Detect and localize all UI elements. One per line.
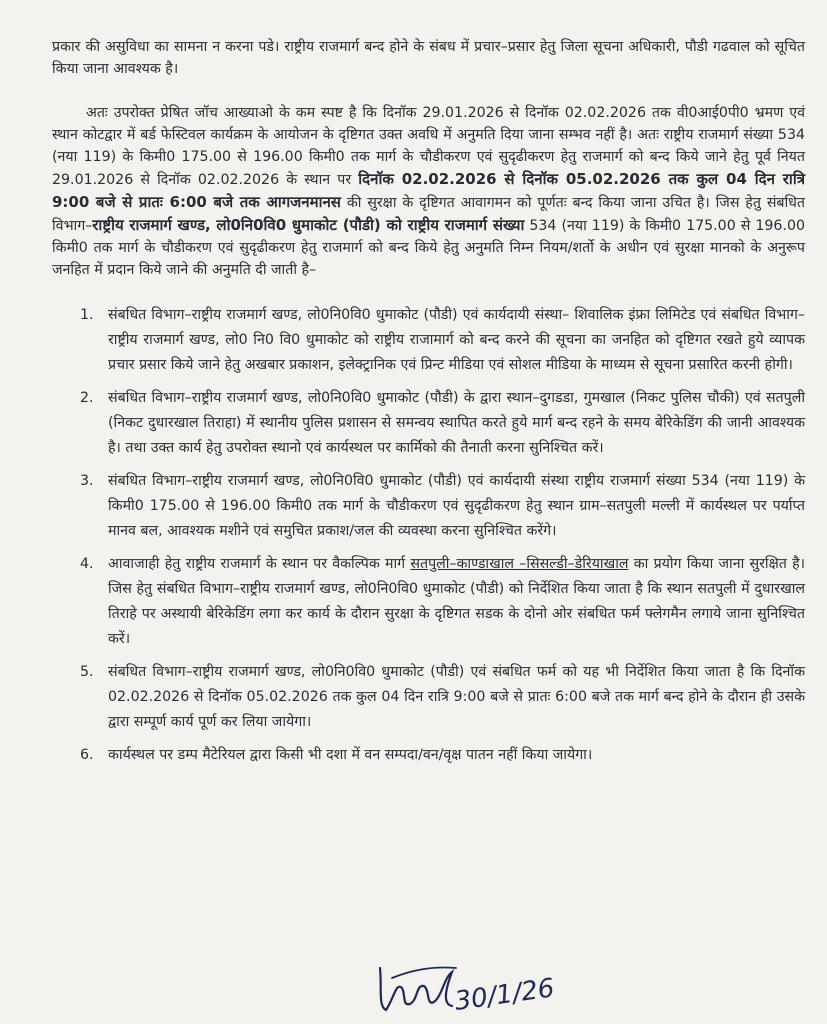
item-text-pre: आवाजाही हेतु राष्ट्रीय राजमार्ग के स्थान पर वैकल्पिक मार्ग xyxy=(108,556,411,572)
list-item xyxy=(52,303,805,378)
list-item xyxy=(52,469,805,544)
signature-scrawl xyxy=(372,948,557,1020)
alternate-route: सतपुली–काण्डाखाल –सिसल्डी–डेरियाखाल xyxy=(410,556,629,572)
closure-period-bold: दिनॉक 02.02.2026 से दिनॉक 05.02.2026 तक कुल 04 दिन रात्रि 9:00 बजे से प्रातः 6:00 बजे तक आगजनमानस xyxy=(52,170,805,211)
item-number: 3. xyxy=(80,473,94,489)
order-text-c: की सुरक्षा के दृष्टिगत आवागमन को पूर्णतः बन्द किया जाना उचित है। जिस हेतु संबधित विभाग– xyxy=(52,195,805,234)
order-paragraph xyxy=(52,102,805,281)
item-text: कार्यस्थल पर डम्प मैटेरियल द्वारा किसी भी दशा में वन सम्पदा/वन/वृक्ष पातन नहीं किया जायेगा। xyxy=(108,747,593,763)
item-number: 1. xyxy=(80,307,94,323)
item-text: संबधित विभाग–राष्ट्रीय राजमार्ग खण्ड, लो0नि0वि0 धुमाकोट (पौडी) के द्वारा स्थान–दुगडडा, गुमखाल (निकट पुलिस चौकी) एवं सतपुली (निकट दुधारखाल तिराहा) में स्थानीय पुलिस प्रशासन से समन्वय स्थापित करते हुये मार्ग बन्द रहने के समय बेरिकेडिंग की जानी आवश्यक है। तथा उक्त कार्य हेतु उपरोक्त स्थानो एवं कार्यस्थल पर कार्मिको की तैनाती करना सुनिश्चित करें। xyxy=(108,390,805,456)
item-text: संबधित विभाग–राष्ट्रीय राजमार्ग खण्ड, लो0नि0वि0 धुमाकोट (पौडी) एवं कार्यदायी संस्था– शिवालिक इंफ्रा लिमिटेड एवं संबधित विभाग–राष्ट्रीय राजमार्ग खण्ड, लो0 नि0 वि0 धुमाकोट को राष्ट्रीय राजामार्ग को बन्द करने की सूचना का जनहित को दृष्टिगत रखते हुये व्यापक प्रचार प्रसार किये जाने हेतु अखबार प्रकाशन, इलेक्ट्रानिक एवं प्रिन्ट मीडिया एवं सोशल मीडिया के माध्यम से सूचना प्रसारित करनी होगी। xyxy=(108,307,805,373)
item-text: संबधित विभाग–राष्ट्रीय राजमार्ग खण्ड, लो0नि0वि0 धुमाकोट (पौडी) एवं संबधित फर्म को यह भी निर्देशित किया जाता है कि दिनॉक 02.02.2026 से दिनॉक 05.02.2026 तक कुल 04 दिन रात्रि 9:00 बजे से प्रातः 6:00 बजे तक मार्ग बन्द होने के दौरान ही उसके द्वारा सम्पूर्ण कार्य पूर्ण कर लिया जायेगा। xyxy=(108,664,805,730)
item-text: का प्रयोग किया जाना सुरक्षित है। जिस हेतु संबधित विभाग–राष्ट्रीय राजमार्ग खण्ड, लो0नि0वि0 धुमाकोट (पौडी) को निर्देशित किया जाता है कि स्थान सतपुली में दुधारखाल तिराहे पर अस्थायी बेरिकेडिंग लगा कर कार्य के दौरान सुरक्षा के दृष्टिगत सडक के दोनो ओर संबधित फर्म फ्लेगमैन लगाये जाना सुनिश्चित करें। xyxy=(108,556,805,647)
order-text-e: 534 (नया 119) के किमी0 175.00 से 196.00 किमी0 तक मार्ग के चौडीकरण एवं सुदृढीकरण हेतु राजमार्ग को बन्द किये हेतु अनुमति निम्न नियम/शर्तो के अधीन एवं सुरक्षा मानको के अनुरूप जनहित में प्रदान किये जाने की अनुमति दी जाती है– xyxy=(52,218,805,278)
department-bold: राष्ट्रीय राजमार्ग खण्ड, लो0नि0वि0 धुमाकोट (पौडी) को राष्ट्रीय राजमार्ग संख्या xyxy=(92,216,525,234)
signature-date: 30/1/26 xyxy=(452,973,557,1017)
signature xyxy=(372,948,557,1024)
item-number: 4. xyxy=(80,556,94,572)
intro-paragraph: प्रकार की असुविधा का सामना न करना पडे। राष्ट्रीय राजमार्ग बन्द होने के संबध में प्रचार–प्रसार हेतु जिला सूचना अधिकारी, पौडी गढवाल को सूचित किया जाना आवश्यक है। xyxy=(52,39,805,77)
list-item xyxy=(52,552,805,652)
list-item xyxy=(52,660,805,735)
item-number: 5. xyxy=(80,664,94,680)
item-text: संबधित विभाग–राष्ट्रीय राजमार्ग खण्ड, लो0नि0वि0 धुमाकोट (पौडी) एवं कार्यदायी संस्था राष्ट्रीय राजमार्ग संख्या 534 (नया 119) के किमी0 175.00 से 196.00 किमी0 तक मार्ग के चौडीकरण एवं सुदृढीकरण हेतु स्थान ग्राम–सतपुली मल्ली में कार्यस्थल पर पर्याप्त मानव बल, आवश्यक मशीने एवं समुचित प्रकाश/जल की व्यवस्था करना सुनिश्चित करेंगे। xyxy=(108,473,805,539)
item-number: 2. xyxy=(80,390,94,406)
item-number: 6. xyxy=(80,747,94,763)
list-item xyxy=(52,386,805,461)
order-text-a: अतः उपरोक्त प्रेषित जॉच आख्याओ के कम स्पष्ट है कि दिनॉक 29.01.2026 से दिनॉक 02.02.2026 तक वी0आई0पी0 भ्रमण एवं स्थान कोटद्वार में बर्ड फेस्टिवल कार्यक्रम के आयोजन के दृष्टिगत उक्त अवधि में अनुमति दिया जाना सम्भव नहीं है। अतः राष्ट्रीय राजमार्ग संख्या 534 (नया 119) के किमी0 175.00 से 196.00 किमी0 तक मार्ग के चौडीकरण एवं सुदृढीकरण हेतु राजमार्ग को बन्द किये जाने हेतु पूर्व नियत 29.01.2026 से दिनॉक 02.02.2026 के स्थान पर xyxy=(52,105,805,188)
conditions-list xyxy=(52,303,805,768)
list-item xyxy=(52,743,805,768)
